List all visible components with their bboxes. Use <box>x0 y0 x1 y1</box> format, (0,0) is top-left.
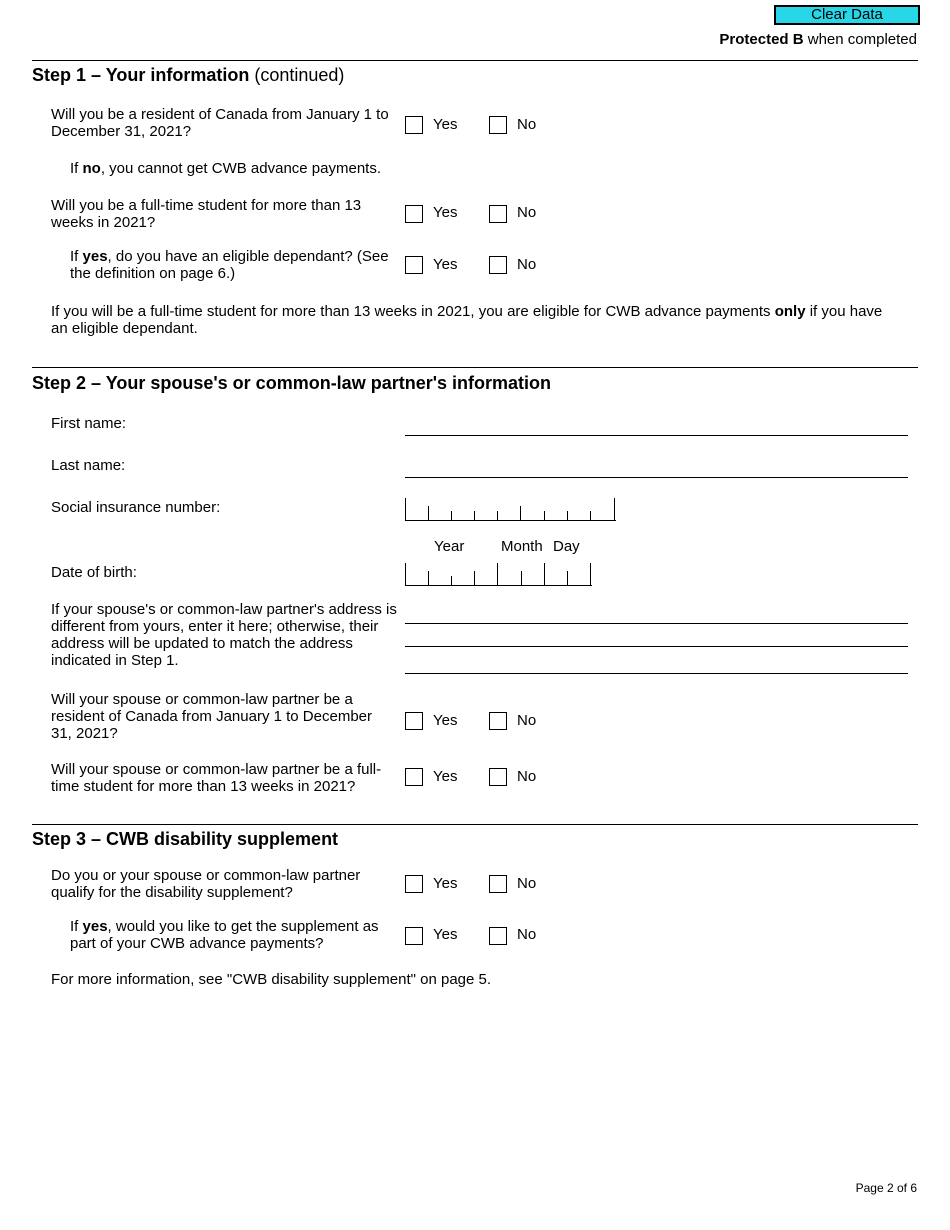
yes-label: Yes <box>433 768 458 785</box>
sin-tick <box>497 511 498 520</box>
step3-qualify-no-checkbox[interactable] <box>489 875 507 893</box>
no-label: No <box>517 926 537 943</box>
question-text: If <box>70 918 83 935</box>
no-label: No <box>517 712 537 729</box>
note-text: if you have an eligible dependant. <box>51 303 883 337</box>
note-bold: no <box>82 160 101 177</box>
step1-dependant-no-checkbox[interactable] <box>489 256 507 274</box>
step1-note-no <box>70 160 910 177</box>
dob-tick <box>590 563 591 585</box>
dob-tick <box>405 563 406 585</box>
sin-tick <box>567 511 568 520</box>
step1-dependant-yes-checkbox[interactable] <box>405 256 423 274</box>
address-line-2[interactable] <box>405 646 908 647</box>
yes-label: Yes <box>433 256 458 273</box>
question-text: If <box>70 248 83 265</box>
step2-resident-yes-checkbox[interactable] <box>405 712 423 730</box>
step2-student-yes-checkbox[interactable] <box>405 768 423 786</box>
date-month-header: Month <box>501 538 543 555</box>
yes-label: Yes <box>433 875 458 892</box>
protected-b-notice <box>719 31 917 48</box>
address-label: If your spouse's or common-law partner's address is different from yours, enter it here; otherwise, their address will be updated to match the address indicated in Step 1. <box>51 601 397 669</box>
step1-student-yes-checkbox[interactable] <box>405 205 423 223</box>
sin-tick <box>451 511 452 520</box>
step3-supplement-no-checkbox[interactable] <box>489 927 507 945</box>
divider-step2 <box>32 367 918 368</box>
step1-title-suffix: (continued) <box>249 65 345 85</box>
step3-question-supplement <box>70 918 395 952</box>
note-text: If <box>70 160 83 177</box>
step3-supplement-yes-checkbox[interactable] <box>405 927 423 945</box>
step3-note-info: For more information, see "CWB disability supplement" on page 5. <box>51 971 492 988</box>
last-name-label: Last name: <box>51 457 126 474</box>
no-label: No <box>517 768 537 785</box>
step2-question-resident: Will your spouse or common-law partner be a resident of Canada from January 1 to December 31, 2021? <box>51 691 372 742</box>
no-label: No <box>517 116 537 133</box>
yes-label: Yes <box>433 116 458 133</box>
dob-tick <box>451 576 452 585</box>
yes-label: Yes <box>433 926 458 943</box>
address-line-1[interactable] <box>405 623 908 624</box>
sin-tick <box>405 498 406 520</box>
question-text: , do you have an eligible dependant? (See the definition on page 6.) <box>70 248 389 282</box>
note-bold: only <box>774 303 806 320</box>
step3-title: Step 3 – CWB disability supplement <box>32 829 339 849</box>
step1-question-dependant <box>70 248 400 282</box>
sin-input[interactable] <box>405 499 616 521</box>
sin-tick <box>474 511 475 520</box>
note-text: If you will be a full-time student for more than 13 weeks in 2021, you are eligible for CWB advance payments <box>51 303 775 320</box>
dob-tick <box>521 571 522 585</box>
first-name-label: First name: <box>51 415 127 432</box>
dob-tick <box>474 571 475 585</box>
step1-resident-yes-checkbox[interactable] <box>405 116 423 134</box>
dob-input[interactable] <box>405 564 592 586</box>
dob-tick <box>497 563 498 585</box>
question-bold: yes <box>82 248 108 265</box>
protected-when-completed: when completed <box>803 31 917 48</box>
step2-resident-no-checkbox[interactable] <box>489 712 507 730</box>
sin-tick <box>520 506 521 520</box>
step1-question-resident: Will you be a resident of Canada from January 1 to December 31, 2021? <box>51 106 389 140</box>
question-text: , would you like to get the supplement as part of your CWB advance payments? <box>70 918 379 952</box>
step2-title: Step 2 – Your spouse's or common-law partner's information <box>32 373 551 393</box>
step3-question-qualify: Do you or your spouse or common-law partner qualify for the disability supplement? <box>51 867 361 901</box>
step2-student-no-checkbox[interactable] <box>489 768 507 786</box>
first-name-input[interactable] <box>405 435 908 436</box>
last-name-input[interactable] <box>405 477 908 478</box>
yes-label: Yes <box>433 204 458 221</box>
step3-qualify-yes-checkbox[interactable] <box>405 875 423 893</box>
no-label: No <box>517 204 537 221</box>
divider-step3 <box>32 824 918 825</box>
address-line-3[interactable] <box>405 673 908 674</box>
no-label: No <box>517 256 537 273</box>
step1-student-no-checkbox[interactable] <box>489 205 507 223</box>
sin-tick <box>590 511 591 520</box>
step1-question-student: Will you be a full-time student for more than 13 weeks in 2021? <box>51 197 362 231</box>
dob-label: Date of birth: <box>51 564 137 581</box>
note-text: , you cannot get CWB advance payments. <box>100 160 381 177</box>
dob-tick <box>428 571 429 585</box>
question-bold: yes <box>82 918 108 935</box>
dob-tick <box>544 563 545 585</box>
date-year-header: Year <box>434 538 465 555</box>
page-number: Page 2 of 6 <box>855 1181 917 1195</box>
no-label: No <box>517 875 537 892</box>
sin-tick <box>614 498 615 520</box>
sin-tick <box>428 506 429 520</box>
dob-tick <box>567 571 568 585</box>
protected-b-label: Protected B <box>719 31 804 48</box>
step2-question-student: Will your spouse or common-law partner be a full-time student for more than 13 weeks in 2021? <box>51 761 382 795</box>
sin-tick <box>544 511 545 520</box>
sin-label: Social insurance number: <box>51 499 221 516</box>
step1-title <box>32 65 344 86</box>
yes-label: Yes <box>433 712 458 729</box>
clear-data-button[interactable]: Clear Data <box>774 5 920 25</box>
date-day-header: Day <box>553 538 580 555</box>
step1-resident-no-checkbox[interactable] <box>489 116 507 134</box>
divider-step1 <box>32 60 918 61</box>
step1-title-text: Step 1 – Your information <box>32 65 250 85</box>
step1-note-student <box>51 303 891 337</box>
